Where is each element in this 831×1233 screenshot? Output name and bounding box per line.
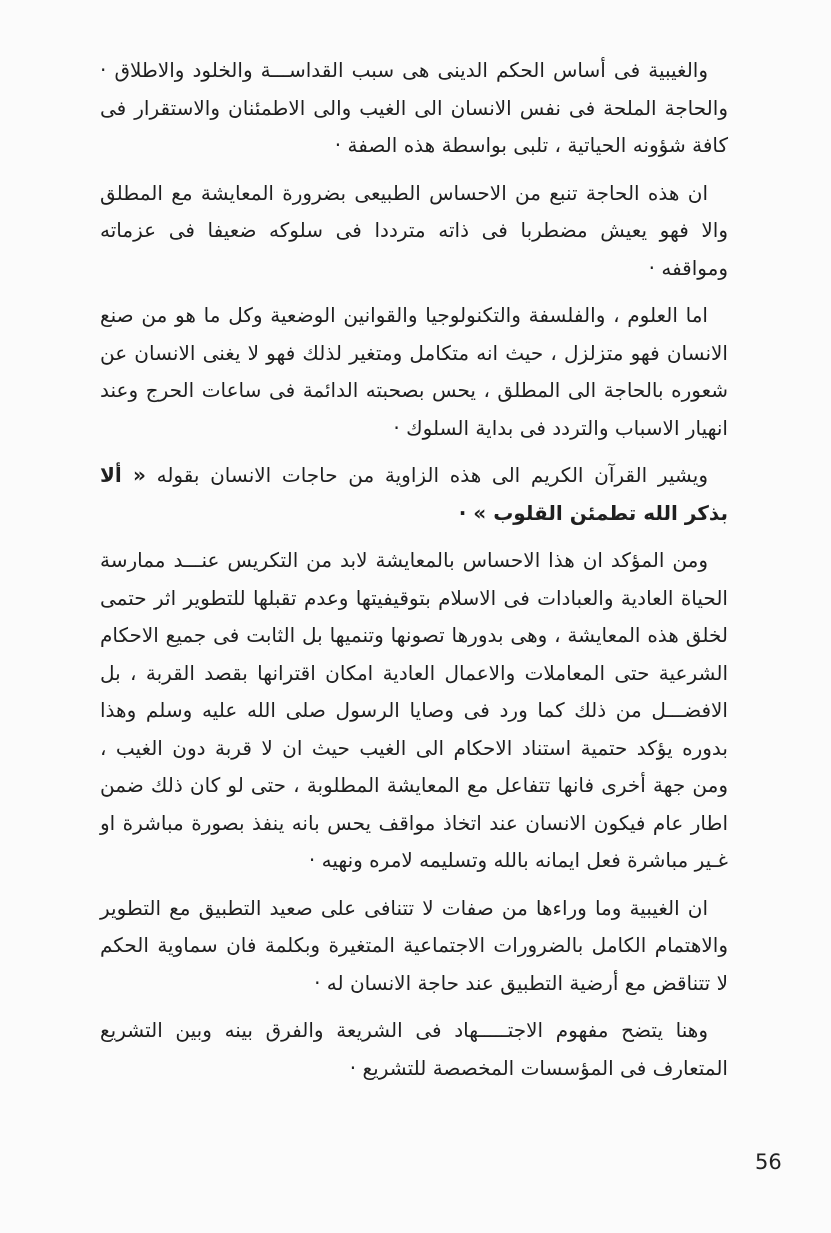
paragraph-3: اما العلوم ، والفلسفة والتكنولوجيا والقوانين الوضعية وكل ما هو من صنع الانسان فهو متزلزل ، حيث انه متكامل ومتغير لذلك فهو لا يغنى الانسان عن شعوره بالحاجة الى المطلق ، يحس بصحبته الدائمة فى ساعات الحرج وعند انهيار الاسباب والتردد فى بداية السلوك · <box>100 303 728 440</box>
quran-intro: ويشير القرآن الكريم الى هذه الزاوية من حاجات الانسان بقوله <box>156 463 708 487</box>
quran-paragraph <box>100 457 728 532</box>
paragraph-6: وهنا يتضح مفهوم الاجتـــــهاد فى الشريعة والفرق بينه وبين التشريع المتعارف فى المؤسسات المخصصة للتشريع · <box>100 1018 728 1080</box>
page-body <box>100 52 728 1097</box>
paragraph-5: ان الغيبية وما وراءها من صفات لا تتنافى على صعيد التطبيق مع التطوير والاهتمام الكامل بالضرورات الاجتماعية المتغيرة وبكلمة فان سماوية الحكم لا تتناقض مع أرضية التطبيق عند حاجة الانسان له · <box>100 895 728 995</box>
paragraph-1: والغيبية فى أساس الحكم الدينى هى سبب القداســـة والخلود والاطلاق · والحاجة الملحة فى نفس الانسان الى الغيب والى الاطمئنان والاستقرار فى كافة شؤونه الحياتية ، تلبى بواسطة هذه الصفة · <box>100 58 728 157</box>
paragraph-2: ان هذه الحاجة تنبع من الاحساس الطبيعى بضرورة المعايشة مع المطلق والا فهو يعيش مضطربا فى ذاته مترددا فى سلوكه ضعيفا فى عزماته ومواقفه · <box>100 180 728 280</box>
page-number: 56 <box>755 1150 782 1174</box>
quran-quote: « ألا بذكر الله تطمئن القلوب » · <box>100 463 728 525</box>
paragraph-4: ومن المؤكد ان هذا الاحساس بالمعايشة لابد من التكريس عنـــد ممارسة الحياة العادية والعبادات فى الاسلام بتوقيفيتها وعدم تقبلها للتطوير اثر حتمى لخلق هذه المعايشة ، وهى بدورها تصونها وتنميها بل الثابت فى جميع الاحكام الشرعية حتى المعاملات والاعمال العادية امكان اقترانها بقصد القربة ، بل الافضـــل من ذلك كما ورد فى وصايا الرسول صلى الله عليه وسلم وهذا بدوره يؤكد حتمية استناد الاحكام الى الغيب حيث ان لا قربة دون الغيب ، ومن جهة أخرى فانها تتفاعل مع المعايشة المطلوبة ، حتى لو كان ذلك ضمن اطار عام فيكون الانسان عند اتخاذ مواقف يحس بانه ينفذ بصورة مباشرة او غـير مباشرة فعل ايمانه بالله وتسليمه لامره ونهيه · <box>100 548 728 872</box>
